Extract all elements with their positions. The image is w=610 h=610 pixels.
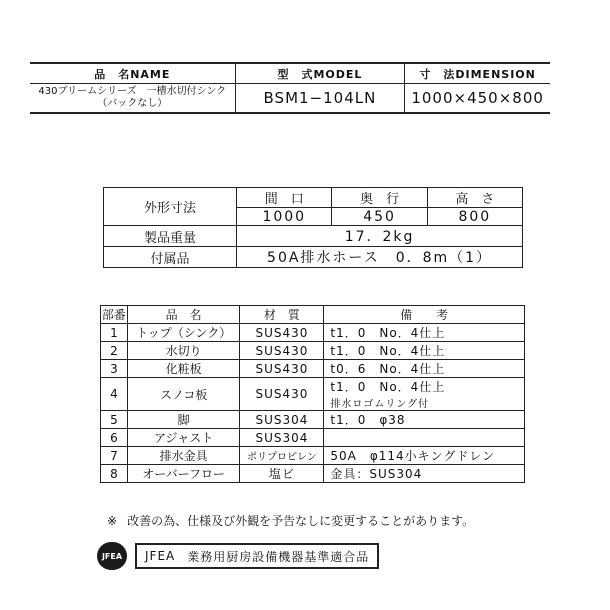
width-value: 1000 [237,208,332,226]
weight-label: 製品重量 [104,226,237,247]
weight-value: 17．2kg [237,226,523,247]
part-no: 4 [101,378,128,411]
part-remark: t1．0 No．4仕上 [324,324,525,342]
depth-header: 奥 行 [332,188,427,208]
part-no: 1 [101,324,128,342]
part-name: スノコ板 [127,378,240,411]
width-header: 間 口 [237,188,332,208]
part-remark: t1．0 No．4仕上 [324,342,525,360]
part-name: 脚 [127,411,240,429]
part-remark [324,429,525,447]
product-table [30,62,550,114]
part-material: SUS304 [240,411,324,429]
note-text: 改善の為、仕様及び外観を予告なしに変更することがあります。 [127,514,475,528]
spec-table [103,187,523,268]
table-row [101,342,525,360]
table-row [101,429,525,447]
part-name: 水切り [127,342,240,360]
product-model: BSM1−104LN [235,84,405,114]
product-name-line1: 430ブリームシリーズ 一槽水切付シンク [38,86,227,97]
part-material: SUS304 [240,429,324,447]
part-no: 6 [101,429,128,447]
part-name: オーバーフロー [127,465,240,483]
parts-header-material: 材 質 [240,306,324,324]
product-name-cell [30,84,235,114]
part-no: 3 [101,360,128,378]
part-name: 化粧板 [127,360,240,378]
part-material: 塩ビ [240,465,324,483]
part-name: アジャスト [127,429,240,447]
table-row [101,447,525,465]
accessory-label: 付属品 [104,247,237,268]
cert-prefix: JFEA [145,549,176,563]
part-remark: t1．0 No．4仕上 [330,380,446,394]
product-name-line2: （バックなし） [97,98,168,109]
part-no: 7 [101,447,128,465]
disclaimer-note [107,512,484,529]
table-row [101,360,525,378]
part-remark-extra: 排水ロゴムリング付 [330,399,430,410]
height-header: 高 さ [427,188,522,208]
part-remark: t1．0 φ38 [324,411,525,429]
part-no: 8 [101,465,128,483]
depth-value: 450 [332,208,427,226]
part-no: 2 [101,342,128,360]
part-material: SUS430 [240,378,324,411]
header-dimension: 寸 法DIMENSION [405,63,550,84]
parts-header-remark: 備 考 [324,306,525,324]
part-material: SUS430 [240,324,324,342]
header-model: 型 式MODEL [235,63,405,84]
table-row [101,411,525,429]
part-material: SUS430 [240,360,324,378]
part-remark-cell [324,378,525,411]
parts-header-no: 部番 [101,306,128,324]
certification-footer [97,541,379,571]
note-mark: ※ [107,514,118,528]
outer-dimension-label: 外形寸法 [104,188,237,226]
part-remark: 50A φ114小キングドレン [324,447,525,465]
certification-box [135,543,379,569]
header-name: 品 名NAME [30,63,235,84]
parts-table [100,305,525,483]
accessory-value: 50A排水ホース 0．8m（1） [237,247,523,268]
part-material: ポリプロピレン [240,447,324,465]
parts-header-name: 品 名 [127,306,240,324]
jfea-logo-text: JFEA [101,551,123,561]
table-row [101,465,525,483]
part-material: SUS430 [240,342,324,360]
part-name: トップ（シンク） [127,324,240,342]
cert-text: 業務用厨房設備機器基準適合品 [187,549,370,564]
part-name: 排水金具 [127,447,240,465]
table-row [101,324,525,342]
height-value: 800 [427,208,522,226]
product-dimension: 1000×450×800 [405,84,550,114]
part-remark: 金具：SUS304 [324,465,525,483]
part-remark: t0．6 No．4仕上 [324,360,525,378]
table-row [101,378,525,411]
part-no: 5 [101,411,128,429]
jfea-logo-icon [97,542,127,570]
